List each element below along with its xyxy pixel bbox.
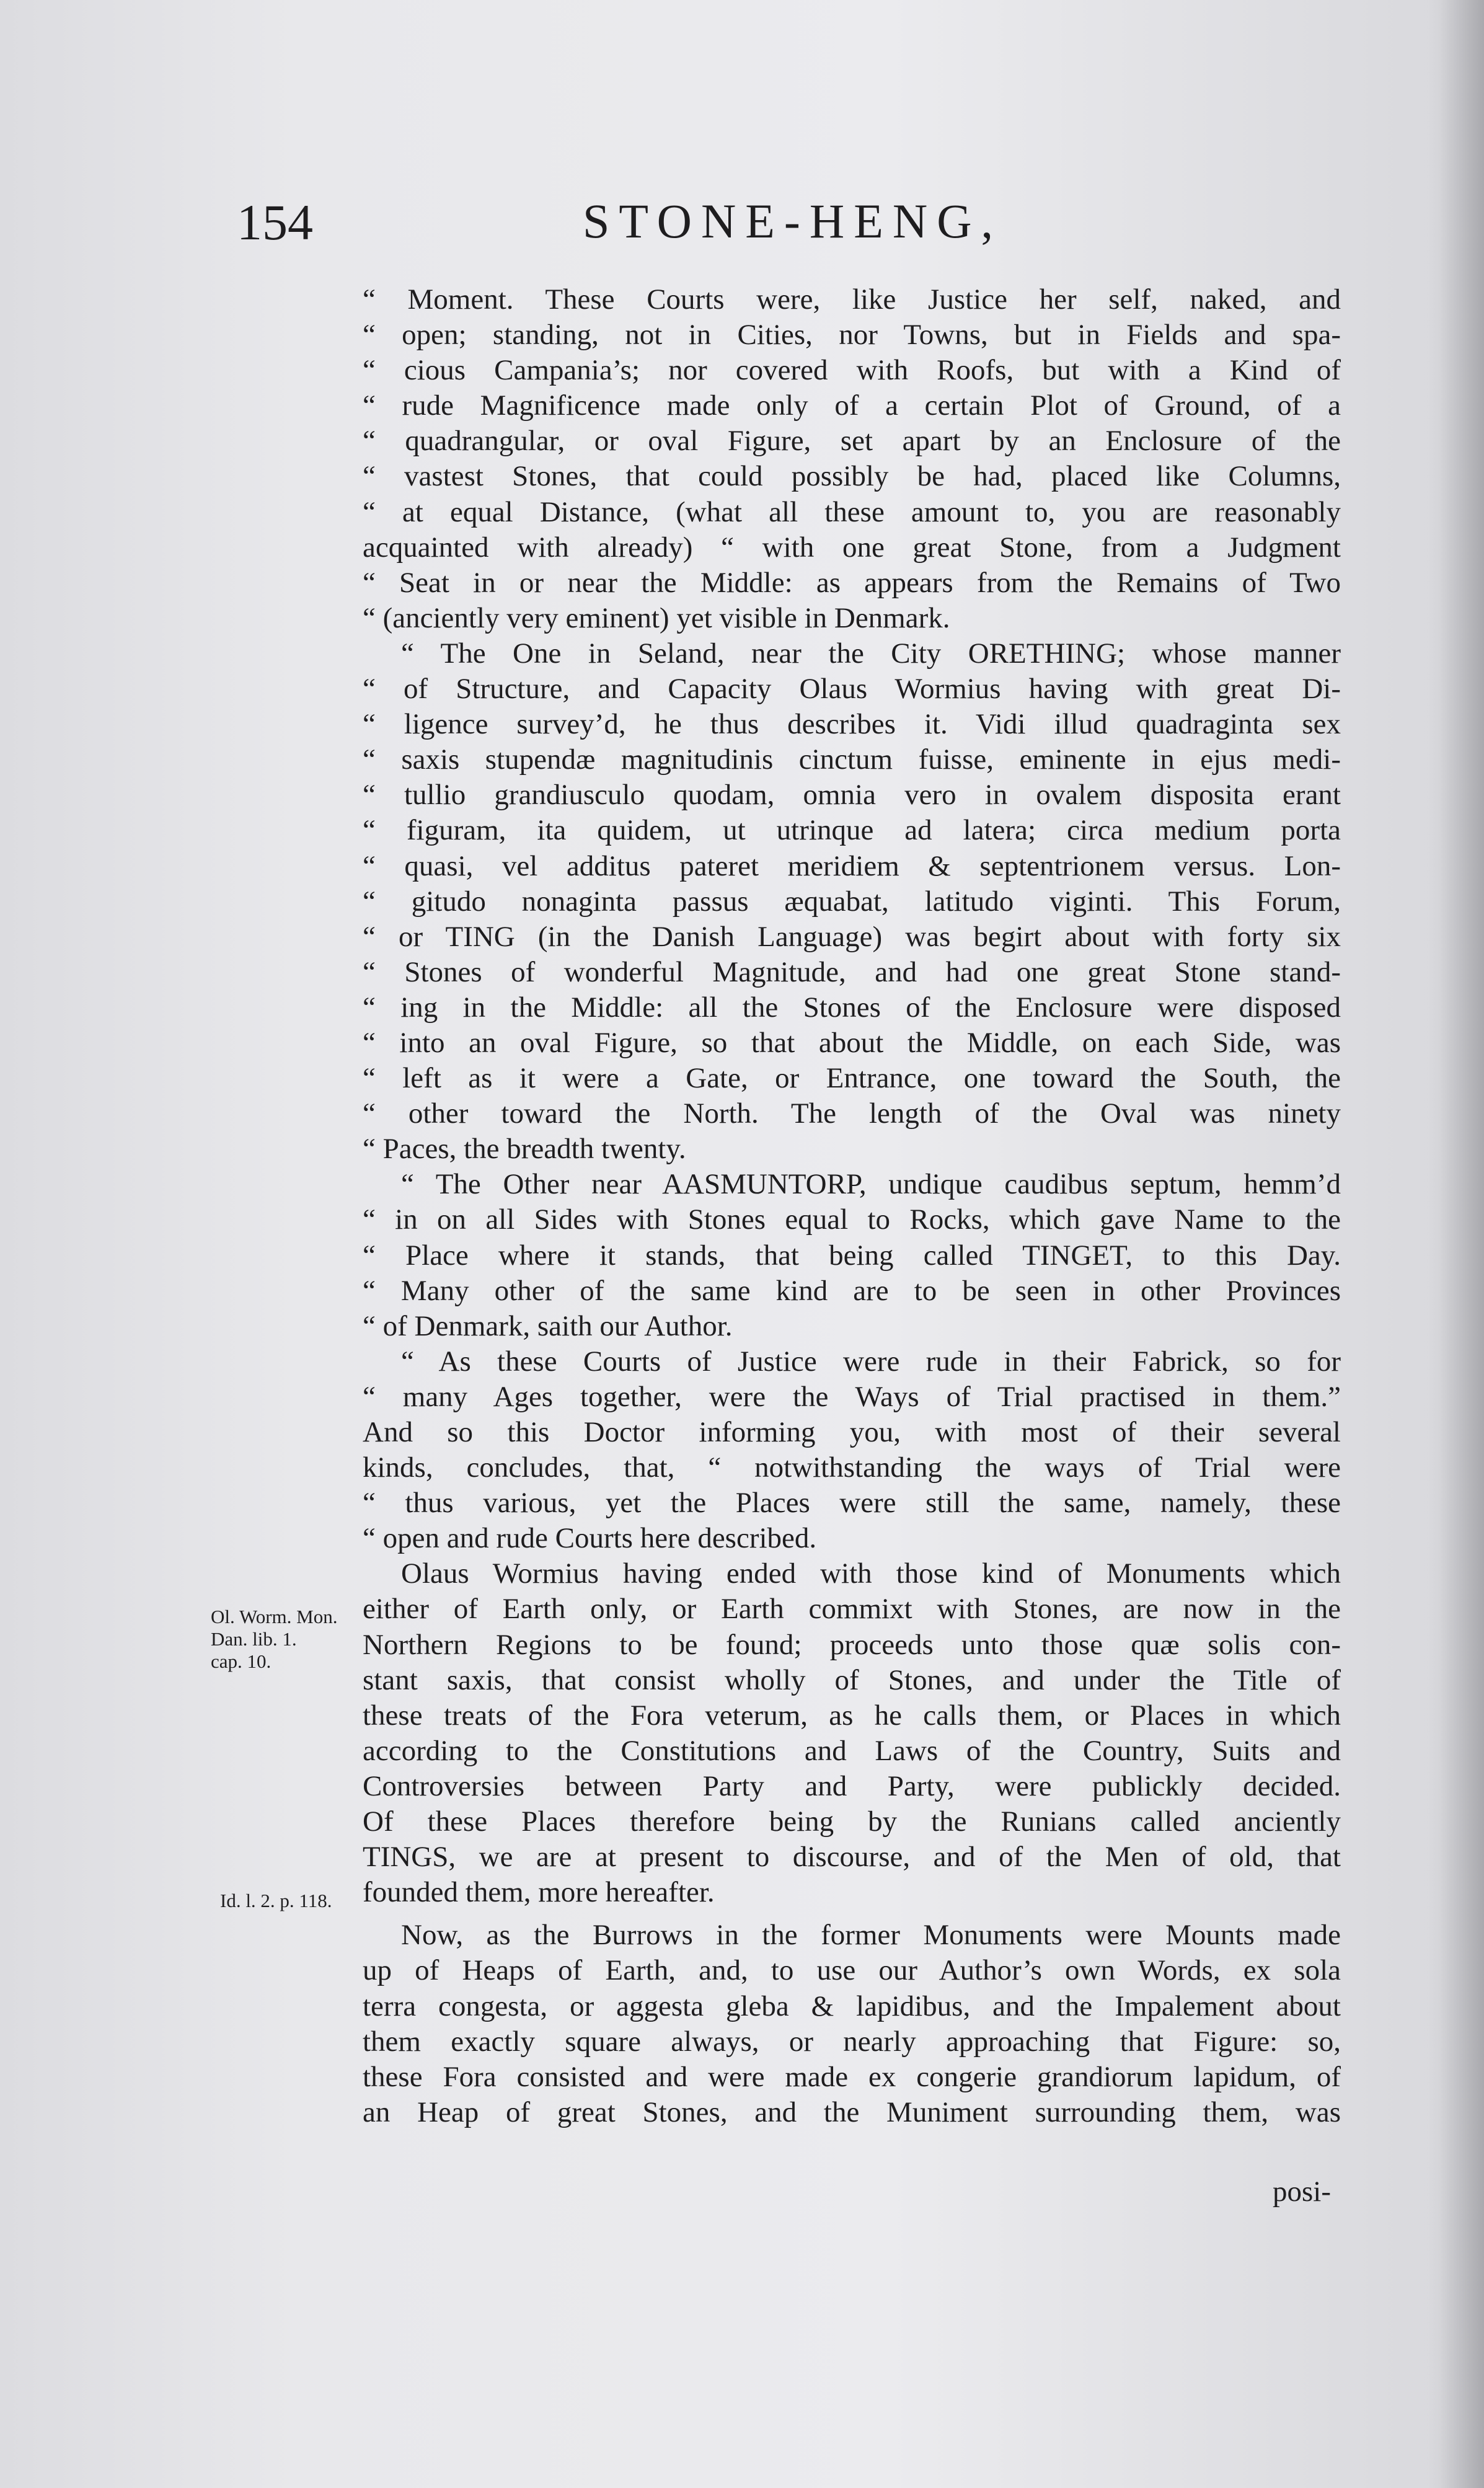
text-line: “ thus various, yet the Places were still the same, namely, these <box>363 1487 1341 1520</box>
text-line: “ rude Magnificence made only of a certain Plot of Ground, of a <box>363 389 1341 422</box>
margin-note-worm <box>211 1606 360 1673</box>
text-line: Now, as the Burrows in the former Monuments were Mounts made <box>401 1919 1341 1952</box>
text-line: either of Earth only, or Earth commixt with Stones, are now in the <box>363 1593 1341 1626</box>
text-line: “ left as it were a Gate, or Entrance, one toward the South, the <box>363 1062 1341 1095</box>
text-line: “ Stones of wonderful Magnitude, and had one great Stone stand- <box>363 955 1341 988</box>
text-line: terra congesta, or aggesta gleba & lapidibus, and the Impalement about <box>363 1990 1341 2022</box>
paragraph-gap <box>363 1910 1341 1918</box>
text-line: “ quasi, vel additus pateret meridiem & septentrionem versus. Lon- <box>363 849 1341 882</box>
margin-note-line: Id. l. 2. p. 118. <box>220 1890 332 1911</box>
text-line: “ vastest Stones, that could possibly be had, placed like Columns, <box>363 460 1341 493</box>
text-line: Northern Regions to be found; proceeds unto those quæ solis con- <box>363 1628 1341 1661</box>
running-head: STONE-HENG, <box>583 194 1003 248</box>
text-line: “ open and rude Courts here described. <box>363 1522 817 1555</box>
text-line: “ at equal Distance, (what all these amount to, you are reasonably <box>363 495 1341 528</box>
text-line: “ into an oval Figure, so that about the Middle, on each Side, was <box>363 1026 1341 1059</box>
text-line: “ Place where it stands, that being called TINGET, to this Day. <box>363 1239 1341 1272</box>
text-line: founded them, more hereafter. <box>363 1876 715 1909</box>
text-line: “ The Other near AASMUNTORP, undique caudibus septum, hemm’d <box>401 1168 1341 1201</box>
text-line: “ many Ages together, were the Ways of Trial practised in them.” <box>363 1380 1341 1413</box>
text-line: “ figuram, ita quidem, ut utrinque ad latera; circa medium porta <box>363 814 1341 847</box>
text-line: “ Paces, the breadth twenty. <box>363 1133 686 1166</box>
text-line: Olaus Wormius having ended with those kind of Monuments which <box>401 1557 1341 1590</box>
text-line: Of these Places therefore being by the Runians called anciently <box>363 1805 1341 1838</box>
text-line: an Heap of great Stones, and the Muniment surrounding them, was <box>363 2096 1341 2128</box>
text-line: “ The One in Seland, near the City ORETHING; whose manner <box>401 637 1341 670</box>
text-line: these Fora consisted and were made ex congerie grandiorum lapidum, of <box>363 2060 1341 2093</box>
catchword: posi- <box>1273 2176 1331 2208</box>
margin-note-line: cap. 10. <box>211 1650 272 1672</box>
text-line: “ (anciently very eminent) yet visible in Denmark. <box>363 601 950 634</box>
text-line: “ in on all Sides with Stones equal to Rocks, which gave Name to the <box>363 1203 1341 1236</box>
text-line: according to the Constitutions and Laws of the Country, Suits and <box>363 1734 1341 1767</box>
text-line: “ tullio grandiusculo quodam, omnia vero in ovalem disposita erant <box>363 779 1341 812</box>
text-line: “ ligence survey’d, he thus describes it. Vidi illud quadraginta sex <box>363 708 1341 741</box>
text-line: And so this Doctor informing you, with most of their several <box>363 1416 1341 1448</box>
text-line: “ Moment. These Courts were, like Justice her self, naked, and <box>363 283 1341 316</box>
text-line: up of Heaps of Earth, and, to use our Author’s own Words, ex sola <box>363 1954 1341 1987</box>
text-line: “ As these Courts of Justice were rude in their Fabrick, so for <box>401 1345 1341 1378</box>
margin-note-line: Ol. Worm. Mon. <box>211 1606 338 1627</box>
page-number: 154 <box>237 194 313 250</box>
text-line: “ cious Campania’s; nor covered with Roofs, but with a Kind of <box>363 354 1341 387</box>
text-line: “ ing in the Middle: all the Stones of the Enclosure were disposed <box>363 991 1341 1024</box>
text-line: “ gitudo nonaginta passus æquabat, latitudo viginti. This Forum, <box>363 885 1341 918</box>
text-line: “ open; standing, not in Cities, nor Towns, but in Fields and spa- <box>363 319 1341 352</box>
gutter-shadow <box>1428 0 1484 2488</box>
text-line: “ of Denmark, saith our Author. <box>363 1309 733 1342</box>
text-line: “ or TING (in the Danish Language) was begirt about with forty six <box>363 920 1341 953</box>
text-line: TINGS, we are at present to discourse, and of the Men of old, that <box>363 1841 1341 1874</box>
text-line: “ Many other of the same kind are to be seen in other Provinces <box>363 1274 1341 1307</box>
body-text <box>363 282 1341 2130</box>
text-line: “ of Structure, and Capacity Olaus Wormius having with great Di- <box>363 673 1341 706</box>
text-line: acquainted with already) “ with one great Stone, from a Judgment <box>363 531 1341 564</box>
text-line: kinds, concludes, that, “ notwithstanding the ways of Trial were <box>363 1451 1341 1484</box>
margin-note-id <box>220 1890 369 1912</box>
margin-note-line: Dan. lib. 1. <box>211 1628 297 1650</box>
text-line: “ saxis stupendæ magnitudinis cinctum fuisse, eminente in ejus medi- <box>363 743 1341 776</box>
text-line: “ Seat in or near the Middle: as appears from the Remains of Two <box>363 566 1341 599</box>
text-line: “ quadrangular, or oval Figure, set apart by an Enclosure of the <box>363 425 1341 458</box>
text-line: them exactly square always, or nearly approaching that Figure: so, <box>363 2025 1341 2058</box>
text-line: stant saxis, that consist wholly of Stones, and under the Title of <box>363 1663 1341 1696</box>
text-line: these treats of the Fora veterum, as he calls them, or Places in which <box>363 1699 1341 1732</box>
text-line: Controversies between Party and Party, were publickly decided. <box>363 1769 1341 1802</box>
text-line: “ other toward the North. The length of the Oval was ninety <box>363 1097 1341 1130</box>
